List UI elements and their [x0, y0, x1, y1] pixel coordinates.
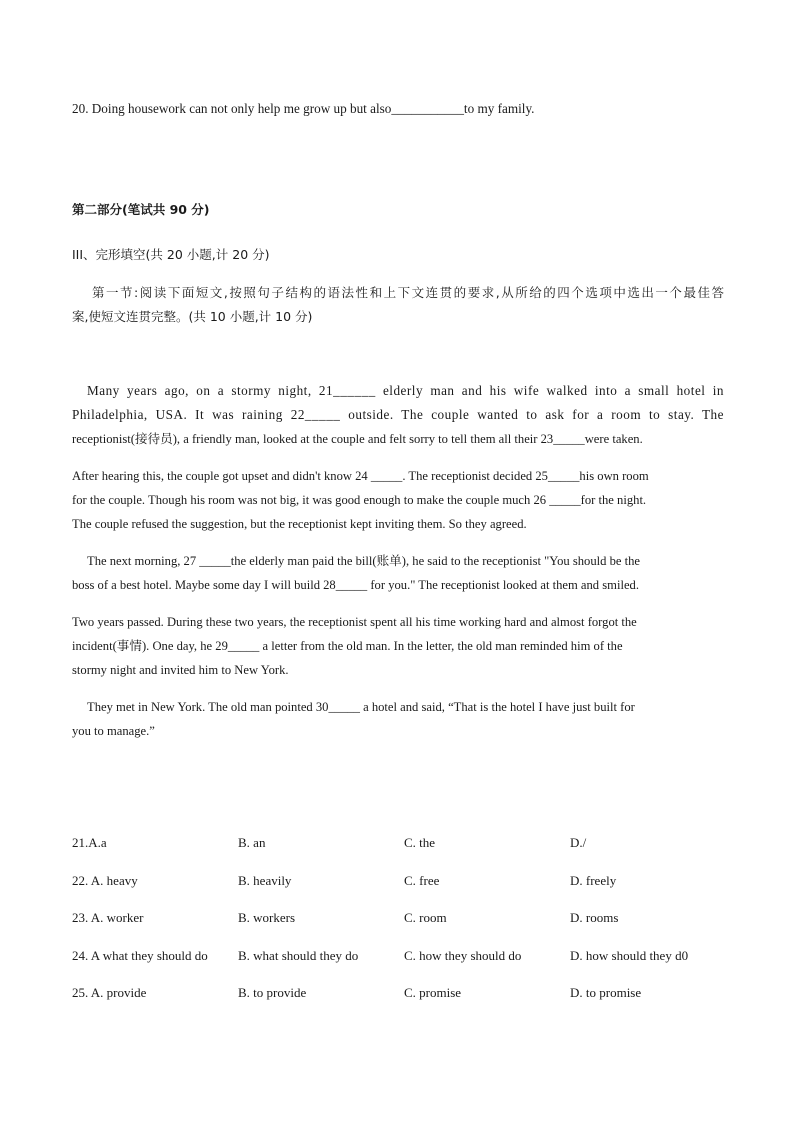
option-21-b: B. an [238, 835, 266, 850]
passage-p1-line-2: Philadelphia, USA. It was raining 22_____ outside. The couple wanted to ask for a room to stay. The [72, 407, 724, 422]
section-instruction-line-2: 案,使短文连贯完整。(共 10 小题,计 10 分) [72, 309, 313, 324]
part-two-heading: 第二部分(笔试共 90 分) [72, 202, 210, 217]
option-22-b: B. heavily [238, 872, 292, 888]
options-row-21 [72, 832, 732, 870]
answer-options [72, 832, 732, 1020]
passage-p2-line-2: for the couple. Though his room was not big, it was good enough to make the couple much 26 _____for the night. [72, 493, 647, 507]
passage-p1-line-1: Many years ago, on a stormy night, 21______ elderly man and his wife walked into a small hotel in [87, 383, 724, 398]
option-22-c: C. free [404, 872, 440, 888]
options-row-22 [72, 870, 732, 908]
options-row-23 [72, 907, 732, 945]
option-25-c: C. promise [404, 985, 462, 1000]
option-23-a: 23. A. worker [72, 910, 144, 925]
options-row-24 [72, 945, 732, 983]
passage-p2-line-3: The couple refused the suggestion, but the receptionist kept inviting them. So they agreed. [72, 517, 527, 531]
option-23-d: D. rooms [570, 910, 619, 925]
option-25-a: 25. A. provide [72, 985, 147, 1000]
option-22-a: 22. A. heavy [72, 872, 138, 888]
passage-p5-line-2: you to manage.” [72, 724, 155, 738]
passage-p3-line-1: The next morning, 27 _____the elderly man paid the bill(账单), he said to the receptionist "You should be the [87, 554, 640, 568]
option-24-d: D. how should they d0 [570, 947, 689, 963]
section-instruction-line-1: 第一节:阅读下面短文,按照句子结构的语法性和上下文连贯的要求,从所给的四个选项中选出一个最佳答 [92, 285, 724, 300]
passage-p4-line-2: incident(事情). One day, he 29_____ a letter from the old man. In the letter, the old man reminded him of the [72, 639, 623, 653]
option-24-c: C. how they should do [404, 947, 522, 963]
passage-p2-line-1: After hearing this, the couple got upset and didn't know 24 _____. The receptionist decided 25_____his own room [72, 469, 649, 483]
option-23-c: C. room [404, 910, 447, 925]
passage-p1-line-3: receptionist(接待员), a friendly man, looked at the couple and felt sorry to tell them all their 23_____were taken. [72, 432, 643, 446]
option-25-b: B. to provide [238, 985, 307, 1000]
option-21-a: 21.A.a [72, 835, 107, 850]
option-22-d: D. freely [570, 872, 617, 888]
section-three-heading: III、完形填空(共 20 小题,计 20 分) [72, 247, 270, 262]
passage-p3-line-2: boss of a best hotel. Maybe some day I will build 28_____ for you." The receptionist looked at them and smiled. [72, 578, 639, 592]
passage-p5-line-1: They met in New York. The old man pointed 30_____ a hotel and said, “That is the hotel I have just built for [87, 700, 635, 714]
option-24-a: 24. A what they should do [72, 947, 208, 963]
option-25-d: D. to promise [570, 985, 642, 1000]
option-21-c: C. the [404, 835, 436, 850]
options-row-25 [72, 982, 732, 1020]
option-23-b: B. workers [238, 910, 296, 925]
passage-p4-line-3: stormy night and invited him to New York. [72, 663, 289, 677]
passage-p4-line-1: Two years passed. During these two years, the receptionist spent all his time working hard and almost forgot the [72, 615, 637, 629]
question-20: 20. Doing housework can not only help me grow up but also___________to my family. [72, 101, 535, 116]
option-24-b: B. what should they do [238, 947, 359, 963]
option-21-d: D./ [570, 835, 587, 850]
